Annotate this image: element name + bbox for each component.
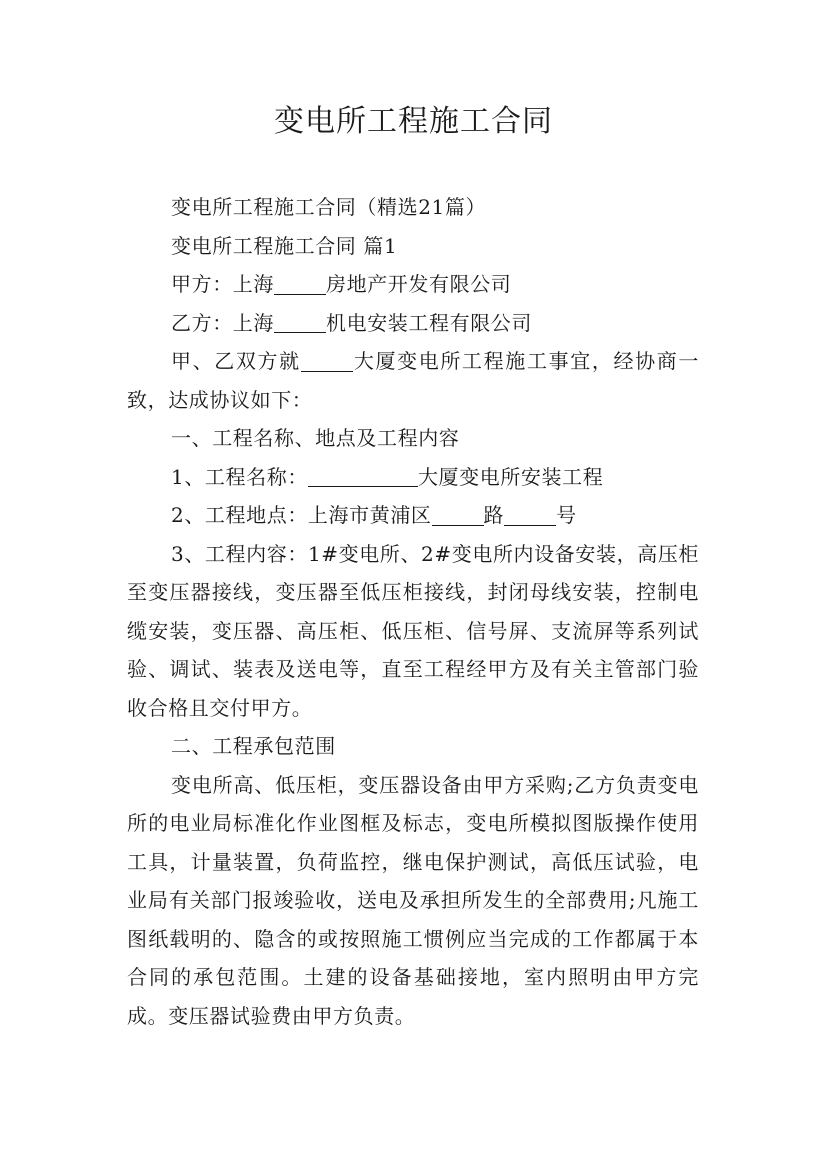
paragraph-agreement: [127, 342, 699, 419]
text: 变电所工程施工合同 篇1: [171, 233, 398, 258]
text: 机电安装工程有限公司: [326, 310, 532, 335]
text: 3、工程内容：1#变电所、2#变电所内设备安装，高压柜至变压器接线，变压器至低压柜接线，封闭母线安装，控制电缆安装，变压器、高压柜、低压柜、信号屏、支流屏等系列试验、调试、装表及送电等，直至工程经甲方及有关主管部门验收合格且交付甲方。: [127, 541, 699, 720]
paragraph-chapter: [127, 227, 699, 266]
paragraph-project-content: [127, 535, 699, 728]
text: 甲方：上海: [171, 272, 274, 296]
paragraph-subtitle: [127, 188, 699, 227]
text: 甲、乙双方就: [171, 349, 301, 373]
blank-line: [432, 504, 484, 526]
paragraph-project-name: [127, 458, 699, 497]
paragraph-scope: [127, 766, 699, 1036]
paragraph-party-a: [127, 265, 699, 304]
text: 变电所高、低压柜，变压器设备由甲方采购;乙方负责变电所的电业局标准化作业图框及标志，变电所模拟图版操作使用工具，计量装置，负荷监控，继电保护测试，高低压试验，电业局有关部门报竣验收，送电及承担所发生的全部费用;凡施工图纸载明的、隐含的或按照施工惯例应当完成的工作都属于本合同的承包范围。土建的设备基础接地，室内照明由甲方完成。变压器试验费由甲方负责。: [127, 772, 699, 1028]
text: 路: [483, 503, 505, 527]
text: 大厦变电所工程施工事宜，经协商一致，达成协议如下：: [127, 349, 699, 412]
section-heading-1: [127, 419, 699, 458]
text: 一、工程名称、地点及工程内容: [171, 426, 460, 450]
blank-line: [301, 350, 353, 372]
text: 变电所工程施工合同（精选21篇）: [171, 195, 487, 219]
blank-line: [308, 465, 418, 487]
paragraph-project-location: [127, 496, 699, 535]
blank-line: [504, 504, 556, 526]
text: 大厦变电所安装工程: [417, 464, 604, 489]
blank-line: [274, 311, 326, 333]
blank-line: [274, 273, 326, 295]
text: 号: [556, 503, 577, 527]
document-title: 变电所工程施工合同: [274, 104, 553, 139]
text: 2、工程地点：上海市黄浦区: [171, 503, 432, 527]
text: 房地产开发有限公司: [326, 272, 512, 296]
text: 乙方：上海: [171, 310, 274, 335]
section-heading-2: [127, 727, 699, 766]
paragraph-party-b: [127, 304, 699, 343]
text: 二、工程承包范围: [171, 734, 336, 758]
document-body: [127, 188, 699, 1035]
text: 1、工程名称：: [171, 464, 308, 489]
